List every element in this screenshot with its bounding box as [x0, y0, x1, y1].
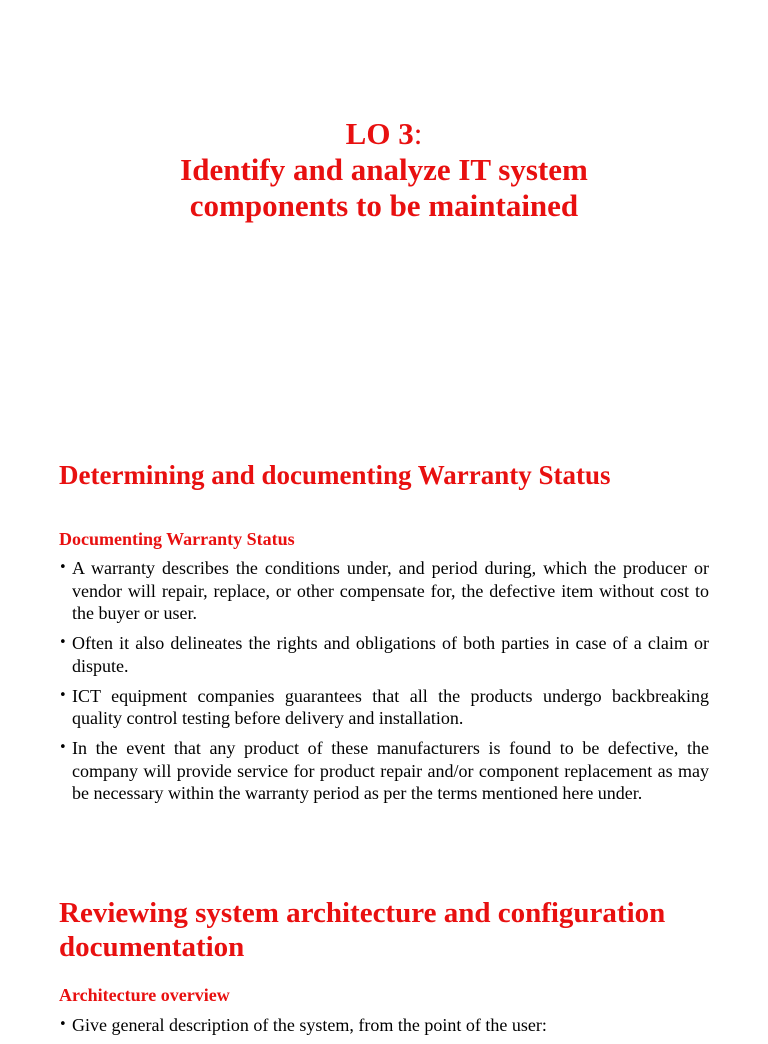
warranty-section-heading: Determining and documenting Warranty Status — [59, 460, 611, 490]
warranty-bullet-item: • In the event that any product of these manufacturers is found to be defective, the company will provide service for product repair and/or component replacement as may be necessary within the warranty period as per the terms mentioned here under. — [59, 737, 709, 805]
architecture-section-heading: Reviewing system architecture and configuration documentation — [59, 897, 666, 963]
warranty-bullet-list — [59, 557, 709, 812]
warranty-bullet-item: • A warranty describes the conditions under, and period during, which the producer or vendor will repair, replace, or other compensate for, the defective item without cost to the buyer or user. — [59, 557, 709, 625]
architecture-subheading: Architecture overview — [59, 985, 230, 1005]
architecture-bullet-item: • Give general description of the system, from the point of the user: — [59, 1014, 709, 1037]
slide-title — [0, 116, 768, 224]
warranty-subheading: Documenting Warranty Status — [59, 529, 295, 549]
title-line-2: components to be maintained — [189, 188, 579, 223]
lo-colon: : — [413, 116, 423, 151]
architecture-bullet-list — [59, 1014, 709, 1044]
title-line-1: Identify and analyze IT system — [180, 152, 588, 187]
warranty-bullet-item: • ICT equipment companies guarantees that all the products undergo backbreaking quality control testing before delivery and installation. — [59, 685, 709, 730]
warranty-bullet-item: • Often it also delineates the rights and obligations of both parties in case of a claim or dispute. — [59, 632, 709, 677]
lo-number-line — [0, 116, 768, 152]
lo-label: LO 3 — [345, 116, 414, 151]
